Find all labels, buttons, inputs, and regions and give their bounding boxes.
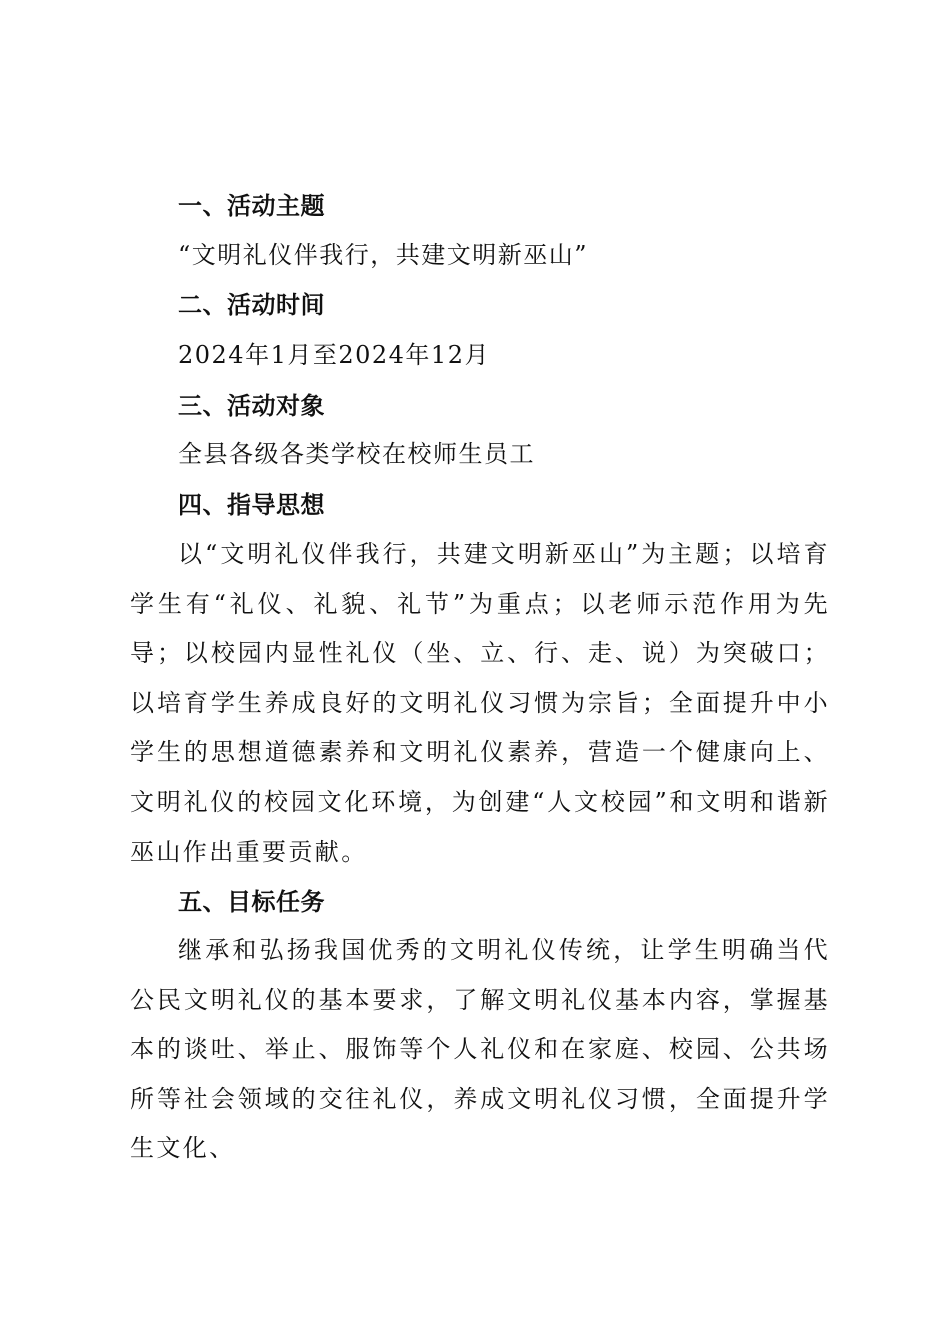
section-content-guiding-ideology: 以“文明礼仪伴我行，共建文明新巫山”为主题；以培育学生有“礼仪、礼貌、礼节”为重点；以老师示范作用为先导；以校园内显性礼仪（坐、立、行、走、说）为突破口；以培育学生养成良好的文明礼仪习惯为宗旨；全面提升中小学生的思想道德素养和文明礼仪素养，营造一个健康向上、文明礼仪的校园文化环境，为创建“人文校园”和文明和谐新巫山作出重要贡献。: [130, 540, 830, 866]
section-heading-goals: 五、目标任务: [178, 888, 325, 916]
section-content-time: 2024年1月至2024年12月: [178, 341, 490, 369]
section-heading-guiding-ideology: 四、指导思想: [178, 491, 325, 519]
section-content-theme: “文明礼仪伴我行，共建文明新巫山”: [178, 241, 589, 269]
section-content-audience: 全县各级各类学校在校师生员工: [178, 440, 535, 468]
section-content-goals: 继承和弘扬我国优秀的文明礼仪传统，让学生明确当代公民文明礼仪的基本要求，了解文明礼仪基本内容，掌握基本的谈吐、举止、服饰等个人礼仪和在家庭、校园、公共场所等社会领域的交往礼仪，养成文明礼仪习惯，全面提升学生文化、: [130, 936, 830, 1163]
section-heading-theme: 一、活动主题: [178, 192, 325, 220]
section-heading-audience: 三、活动对象: [178, 392, 325, 420]
section-heading-time: 二、活动时间: [178, 291, 325, 319]
